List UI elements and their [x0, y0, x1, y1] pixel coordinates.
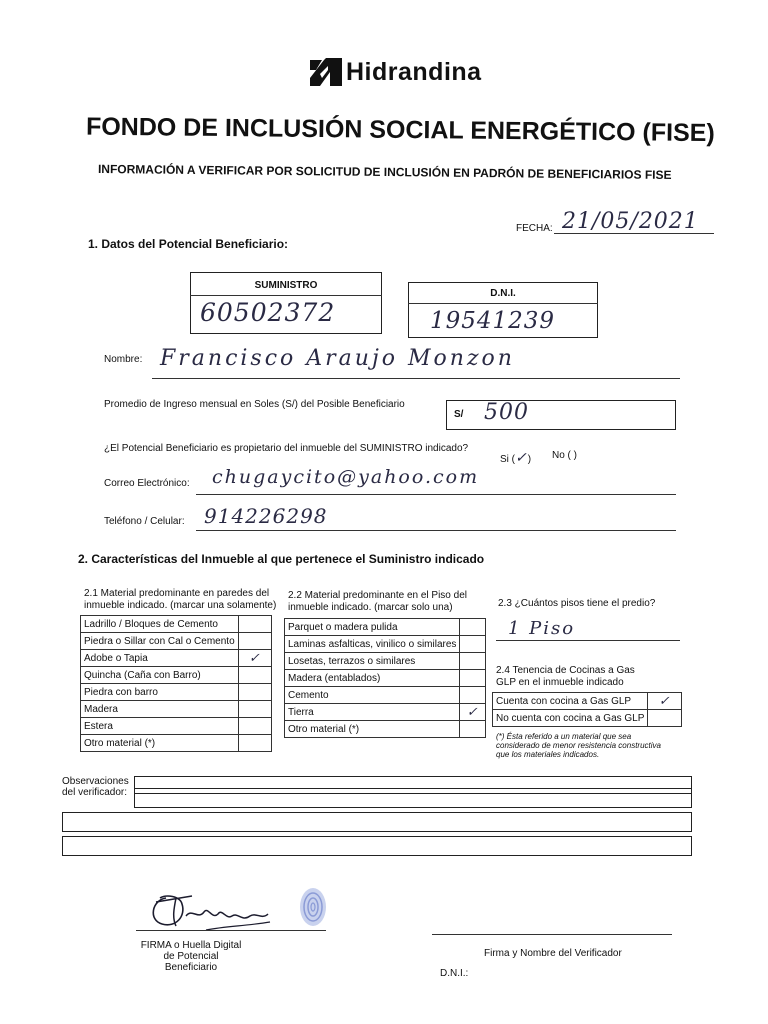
row-checkbox[interactable] — [460, 636, 486, 653]
table-row — [81, 701, 272, 718]
fingerprint-icon — [296, 884, 330, 930]
table-row — [285, 704, 486, 721]
dni-label: D.N.I. — [490, 288, 516, 299]
table-row — [285, 670, 486, 687]
cocinas-heading-line2: GLP en el inmueble indicado — [496, 677, 624, 688]
row-label: Cemento — [285, 687, 460, 704]
propietario-si-mark: ✓ — [515, 450, 528, 466]
row-label: Losetas, terrazos o similares — [285, 653, 460, 670]
row-checkbox[interactable] — [460, 721, 486, 738]
propietario-no[interactable]: No ( ) — [552, 450, 577, 461]
piso-heading-line1: 2.2 Material predominante en el Piso del — [288, 590, 467, 601]
piso-heading-line2: inmueble indicado. (marcar solo una) — [288, 602, 453, 613]
row-mark: ✓ — [248, 651, 261, 666]
row-label: Piedra con barro — [81, 684, 239, 701]
piso-table — [284, 618, 486, 738]
correo-underline — [196, 494, 676, 495]
paredes-heading-line1: 2.1 Material predominante en paredes del — [84, 588, 270, 599]
row-label: No cuenta con cocina a Gas GLP — [493, 710, 648, 727]
observaciones-field-3[interactable] — [62, 812, 692, 832]
correo-value[interactable]: chugaycito@yahoo.com — [212, 466, 480, 488]
table-row — [81, 616, 272, 633]
row-label: Madera — [81, 701, 239, 718]
observaciones-field-4[interactable] — [62, 836, 692, 856]
correo-label: Correo Electrónico: — [104, 478, 190, 489]
table-row — [81, 735, 272, 752]
row-checkbox[interactable] — [238, 718, 271, 735]
row-checkbox[interactable] — [238, 650, 271, 667]
table-row — [81, 684, 272, 701]
verificador-dni-label: D.N.I.: — [440, 968, 469, 979]
row-label: Ladrillo / Bloques de Cemento — [81, 616, 239, 633]
ingreso-label: Promedio de Ingreso mensual en Soles (S/) del Posible Beneficiario — [104, 399, 405, 410]
piso-heading — [288, 590, 467, 614]
ingreso-value[interactable]: 500 — [484, 400, 529, 425]
cocinas-heading-line1: 2.4 Tenencia de Cocinas a Gas — [496, 665, 635, 676]
row-label: Laminas asfalticas, vinilico o similares — [285, 636, 460, 653]
observaciones-label — [62, 776, 129, 798]
row-label: Otro material (*) — [285, 721, 460, 738]
logo-text: Hidrandina — [346, 58, 482, 86]
row-label: Cuenta con cocina a Gas GLP — [493, 693, 648, 710]
pisos-value[interactable]: 1 Piso — [508, 618, 576, 639]
observaciones-field-2[interactable] — [134, 788, 692, 808]
dni-value[interactable]: 19541239 — [430, 308, 556, 334]
beneficiario-label-line2: de Potencial Beneficiario — [163, 951, 219, 973]
row-checkbox[interactable] — [238, 633, 271, 650]
row-label: Madera (entablados) — [285, 670, 460, 687]
table-row — [493, 693, 682, 710]
nombre-underline — [152, 378, 680, 379]
telefono-value[interactable]: 914226298 — [204, 504, 328, 528]
fecha-value[interactable]: 21/05/2021 — [562, 209, 699, 234]
row-label: Adobe o Tapia — [81, 650, 239, 667]
row-checkbox[interactable] — [238, 684, 271, 701]
row-checkbox[interactable] — [460, 653, 486, 670]
row-label: Quincha (Caña con Barro) — [81, 667, 239, 684]
table-row — [81, 667, 272, 684]
table-row — [81, 633, 272, 650]
table-row — [285, 619, 486, 636]
suministro-label: SUMINISTRO — [254, 280, 318, 291]
suministro-value[interactable]: 60502372 — [200, 298, 336, 327]
table-row — [81, 718, 272, 735]
row-checkbox[interactable] — [460, 704, 486, 721]
paredes-table — [80, 615, 272, 752]
row-checkbox[interactable] — [238, 667, 271, 684]
row-label: Piedra o Sillar con Cal o Cemento — [81, 633, 239, 650]
beneficiario-signature-line — [136, 930, 326, 931]
row-checkbox[interactable] — [460, 687, 486, 704]
propietario-question: ¿El Potencial Beneficiario es propietario del inmueble del SUMINISTRO indicado? — [104, 443, 469, 454]
paredes-heading — [84, 588, 276, 612]
verificador-signature-label: Firma y Nombre del Verificador — [484, 948, 622, 959]
row-checkbox[interactable] — [460, 619, 486, 636]
propietario-si[interactable]: Si (✓) — [500, 450, 532, 466]
nombre-label: Nombre: — [104, 354, 143, 365]
row-checkbox[interactable] — [648, 693, 682, 710]
row-mark: ✓ — [466, 705, 479, 720]
table-row — [285, 636, 486, 653]
observaciones-label-line1: Observaciones — [62, 776, 129, 787]
paredes-heading-line2: inmueble indicado. (marcar una solamente) — [84, 600, 277, 611]
ingreso-box — [446, 400, 676, 430]
telefono-underline — [196, 530, 676, 531]
beneficiario-label-line1: FIRMA o Huella Digital — [140, 940, 242, 951]
material-note: (*) Ésta referido a un material que sea considerado de menor resistencia constructiva que los materiales indicados. — [496, 732, 661, 759]
hidrandina-logo-icon — [308, 56, 344, 88]
beneficiario-signature-label — [136, 940, 246, 973]
observaciones-label-line2: del verificador: — [62, 787, 128, 798]
section2-heading: 2. Características del Inmueble al que pertenece el Suministro indicado — [78, 552, 485, 566]
section1-heading: 1. Datos del Potencial Beneficiario: — [88, 237, 289, 251]
row-checkbox[interactable] — [648, 710, 682, 727]
row-label: Parquet o madera pulida — [285, 619, 460, 636]
fecha-label: FECHA: — [516, 223, 553, 234]
row-mark: ✓ — [658, 694, 671, 709]
cocinas-heading — [496, 665, 635, 689]
row-label: Estera — [81, 718, 239, 735]
dni-divider — [408, 303, 598, 304]
table-row — [285, 687, 486, 704]
row-checkbox[interactable] — [460, 670, 486, 687]
page-subtitle: INFORMACIÓN A VERIFICAR POR SOLICITUD DE INCLUSIÓN EN PADRÓN DE BENEFICIARIOS FISE — [97, 161, 672, 183]
fecha-underline — [554, 233, 714, 234]
row-checkbox[interactable] — [238, 616, 271, 633]
verificador-signature-line — [432, 934, 672, 935]
row-checkbox[interactable] — [238, 735, 271, 752]
row-checkbox[interactable] — [238, 701, 271, 718]
row-label: Tierra — [285, 704, 460, 721]
ingreso-currency: S/ — [454, 409, 464, 420]
telefono-label: Teléfono / Celular: — [104, 516, 185, 527]
table-row — [493, 710, 682, 727]
propietario-si-label: Si — [500, 454, 509, 465]
page-title: FONDO DE INCLUSIÓN SOCIAL ENERGÉTICO (FISE) — [85, 112, 715, 148]
suministro-divider — [190, 295, 382, 296]
pisos-question: 2.3 ¿Cuántos pisos tiene el predio? — [498, 598, 656, 609]
row-label: Otro material (*) — [81, 735, 239, 752]
table-row — [81, 650, 272, 667]
cocinas-table — [492, 692, 682, 727]
nombre-value[interactable]: Francisco Araujo Monzon — [160, 346, 515, 371]
table-row — [285, 653, 486, 670]
table-row — [285, 721, 486, 738]
beneficiario-signature — [146, 886, 276, 934]
pisos-underline — [496, 640, 680, 641]
